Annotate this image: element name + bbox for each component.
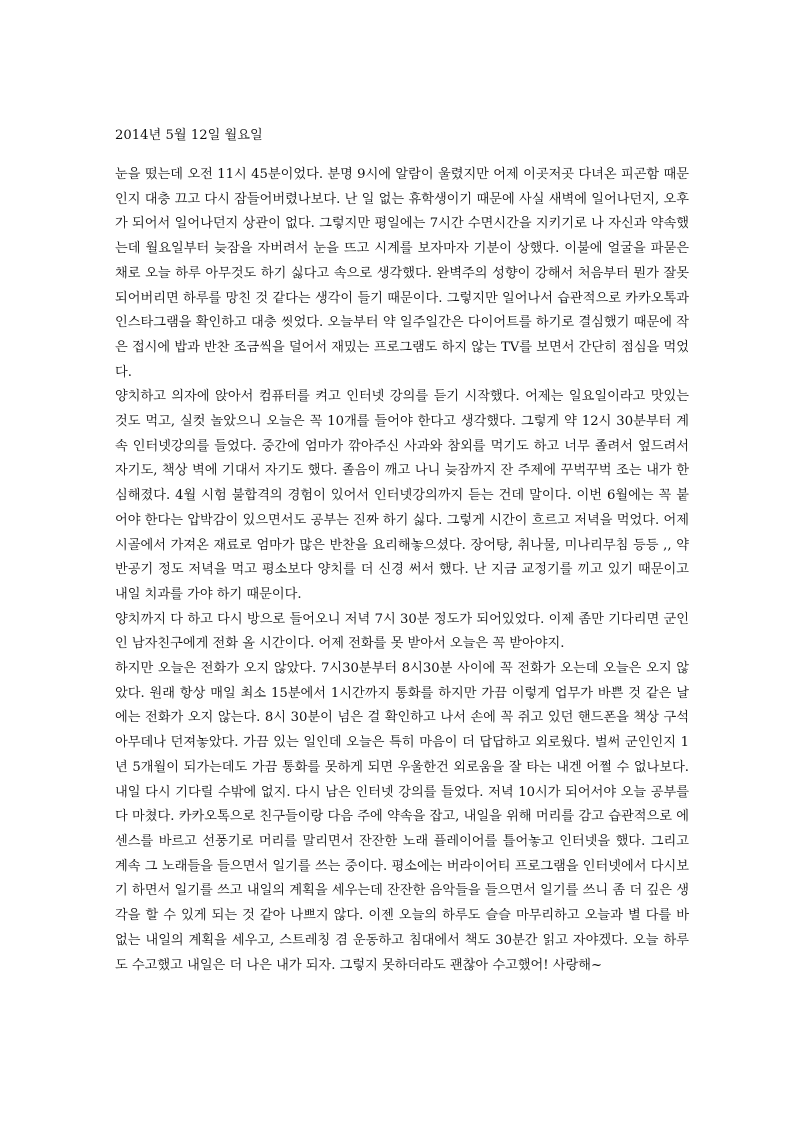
diary-date: 2014년 5월 12일 월요일 <box>115 128 263 143</box>
paragraph: 하지만 오늘은 전화가 오지 않았다. 7시30분부터 8시30분 사이에 꼭 전화가 오는데 오늘은 오지 않았다. 원래 항상 매일 최소 15분에서 1시간까지 통화를 하지만 가끔 이렇게 업무가 바쁜 것 같은 날에는 전화가 오지 않는다. 8시 30분이 넘은 걸 확인하고 나서 손에 꼭 쥐고 있던 핸드폰을 책상 구석 아무데나 던져놓았다. 가끔 있는 일인데 오늘은 특히 마음이 더 답답하고 외로웠다. 벌써 군인인지 1년 5개월이 되가는데도 가끔 통화를 못하게 되면 우울한건 외로움을 잘 타는 내겐 어쩔 수 없나보다. 내일 다시 기다릴 수밖에 없지. 다시 남은 인터넷 강의를 들었다. 저녁 10시가 되어서야 오늘 공부를 다 마쳤다. 카카오톡으로 친구들이랑 다음 주에 약속을 잡고, 내일을 위해 머리를 감고 습관적으로 에센스를 바르고 선풍기로 머리를 말리면서 잔잔한 노래 플레이어를 틀어놓고 인터넷을 했다. 그리고 계속 그 노래들을 들으면서 일기를 쓰는 중이다. 평소에는 버라이어티 프로그램을 인터넷에서 다시보기 하면서 일기를 쓰고 내일의 계획을 세우는데 잔잔한 음악들을 들으면서 일기를 쓰니 좀 더 깊은 생각을 할 수 있게 되는 것 같아 나쁘지 않다. 이젠 오늘의 하루도 슬슬 마무리하고 오늘과 별 다를 바 없는 내일의 계획을 세우고, 스트레칭 겸 운동하고 침대에서 책도 30분간 읽고 자야겠다. 오늘 하루도 수고했고 내일은 더 나은 내가 되자. 그렇지 못하더라도 괜찮아 수고했어! 사랑해~ <box>115 661 689 973</box>
paragraph: 눈을 떴는데 오전 11시 45분이었다. 분명 9시에 알람이 울렸지만 어제 이곳저곳 다녀온 피곤함 때문인지 대충 끄고 다시 잠들어버렸나보다. 난 일 없는 휴학생이기 때문에 사실 새벽에 일어나던지, 오후가 되어서 일어나던지 상관이 없다. 그렇지만 평일에는 7시간 수면시간을 지키기로 나 자신과 약속했는데 월요일부터 늦잠을 자버려서 눈을 뜨고 시계를 보자마자 기분이 상했다. 이불에 얼굴을 파묻은 채로 오늘 하루 아무것도 하기 싫다고 속으로 생각했다. 완벽주의 성향이 강해서 처음부터 뭔가 잘못되어버리면 하루를 망친 것 같다는 생각이 들기 때문이다. 그렇지만 일어나서 습관적으로 카카오톡과 인스타그램을 확인하고 대충 씻었다. 오늘부터 약 일주일간은 다이어트를 하기로 결심했기 때문에 작은 접시에 밥과 반찬 조금씩을 덜어서 재밌는 프로그램도 하지 않는 TV를 보면서 간단히 점심을 먹었다. <box>115 167 689 380</box>
diary-page <box>115 123 689 978</box>
paragraph: 양치까지 다 하고 다시 방으로 들어오니 저녁 7시 30분 정도가 되어있었다. 이제 좀만 기다리면 군인인 남자친구에게 전화 올 시간이다. 어제 전화를 못 받아서 오늘은 꼭 받아야지. <box>115 611 689 652</box>
paragraph: 양치하고 의자에 앉아서 컴퓨터를 켜고 인터넷 강의를 듣기 시작했다. 어제는 일요일이라고 맛있는 것도 먹고, 실컷 놀았으니 오늘은 꼭 10개를 들어야 한다고 생각했다. 그렇게 약 12시 30분부터 계속 인터넷강의를 들었다. 중간에 엄마가 깎아주신 사과와 참외를 먹기도 하고 너무 졸려서 엎드려서 자기도, 책상 벽에 기대서 자기도 했다. 졸음이 깨고 나니 늦잠까지 잔 주제에 꾸벅꾸벅 조는 내가 한심해졌다. 4월 시험 불합격의 경험이 있어서 인터넷강의까지 듣는 건데 말이다. 이번 6월에는 꼭 붙어야 한다는 압박감이 있으면서도 공부는 진짜 하기 싫다. 그렇게 시간이 흐르고 저녁을 먹었다. 어제 시골에서 가져온 재료로 엄마가 많은 반찬을 요리해놓으셨다. 장어탕, 취나물, 미나리무침 등등 ,, 약 반공기 정도 저녁을 먹고 평소보다 양치를 더 신경 써서 했다. 난 지금 교정기를 끼고 있기 때문이고 내일 치과를 가야 하기 때문이다. <box>115 389 689 602</box>
diary-body <box>115 163 689 978</box>
